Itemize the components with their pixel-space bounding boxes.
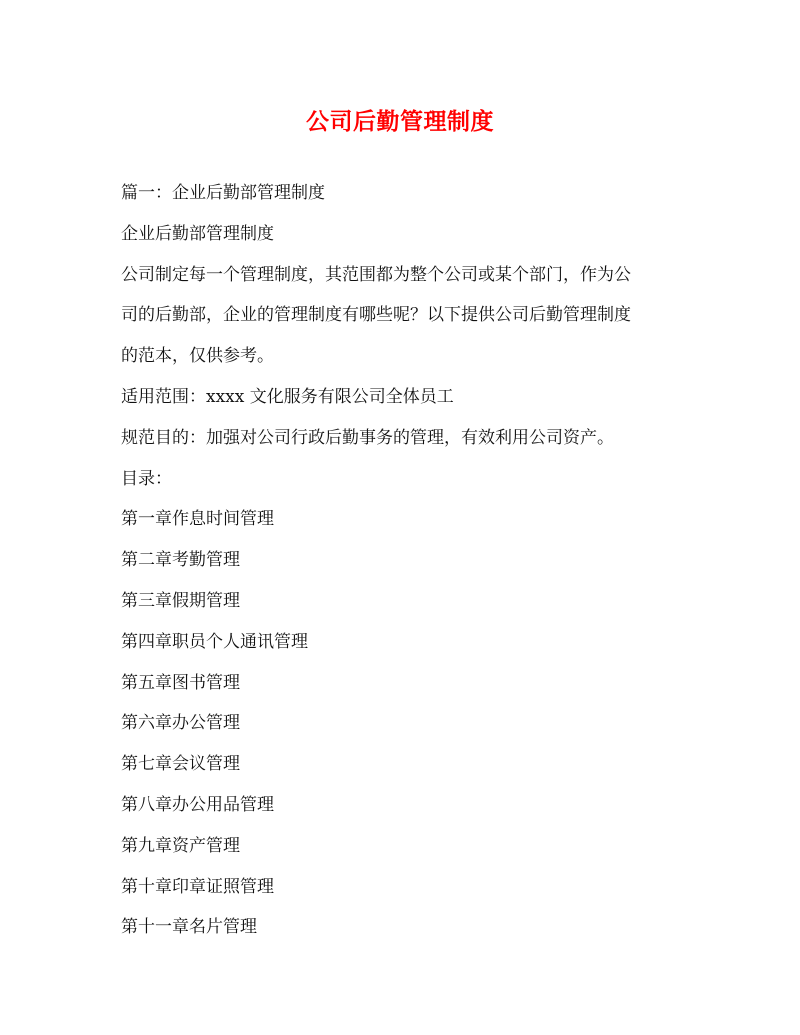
section-heading: 篇一：企业后勤部管理制度: [121, 183, 325, 203]
toc-heading: 目录：: [121, 468, 172, 489]
purpose-line: 规范目的：加强对公司行政后勤事务的管理，有效利用公司资产。: [121, 427, 614, 448]
toc-item: 第一章作息时间管理: [121, 509, 274, 530]
toc-item: 第九章资产管理: [121, 835, 240, 856]
toc-item: 第六章办公管理: [121, 713, 240, 734]
toc-item: 第五章图书管理: [121, 672, 240, 693]
toc-item: 第二章考勤管理: [121, 550, 240, 571]
toc-item: 第十一章名片管理: [121, 917, 257, 938]
document-title: 公司后勤管理制度: [306, 108, 494, 135]
intro-paragraph-line: 公司制定每一个管理制度，其范围都为整个公司或某个部门，作为公: [121, 264, 631, 285]
intro-paragraph-line: 司的后勤部，企业的管理制度有哪些呢？以下提供公司后勤管理制度: [121, 305, 631, 326]
subheading: 企业后勤部管理制度: [121, 223, 274, 244]
document-body: [121, 177, 681, 952]
toc-item: 第八章办公用品管理: [121, 794, 274, 815]
toc-item: 第三章假期管理: [121, 590, 240, 611]
toc-item: 第四章职员个人通讯管理: [121, 631, 308, 652]
toc-item: 第十章印章证照管理: [121, 876, 274, 897]
scope-line: 适用范围：xxxx 文化服务有限公司全体员工: [121, 386, 454, 407]
toc-item: 第七章会议管理: [121, 754, 240, 775]
intro-paragraph-line: 的范本，仅供参考。: [121, 346, 274, 367]
